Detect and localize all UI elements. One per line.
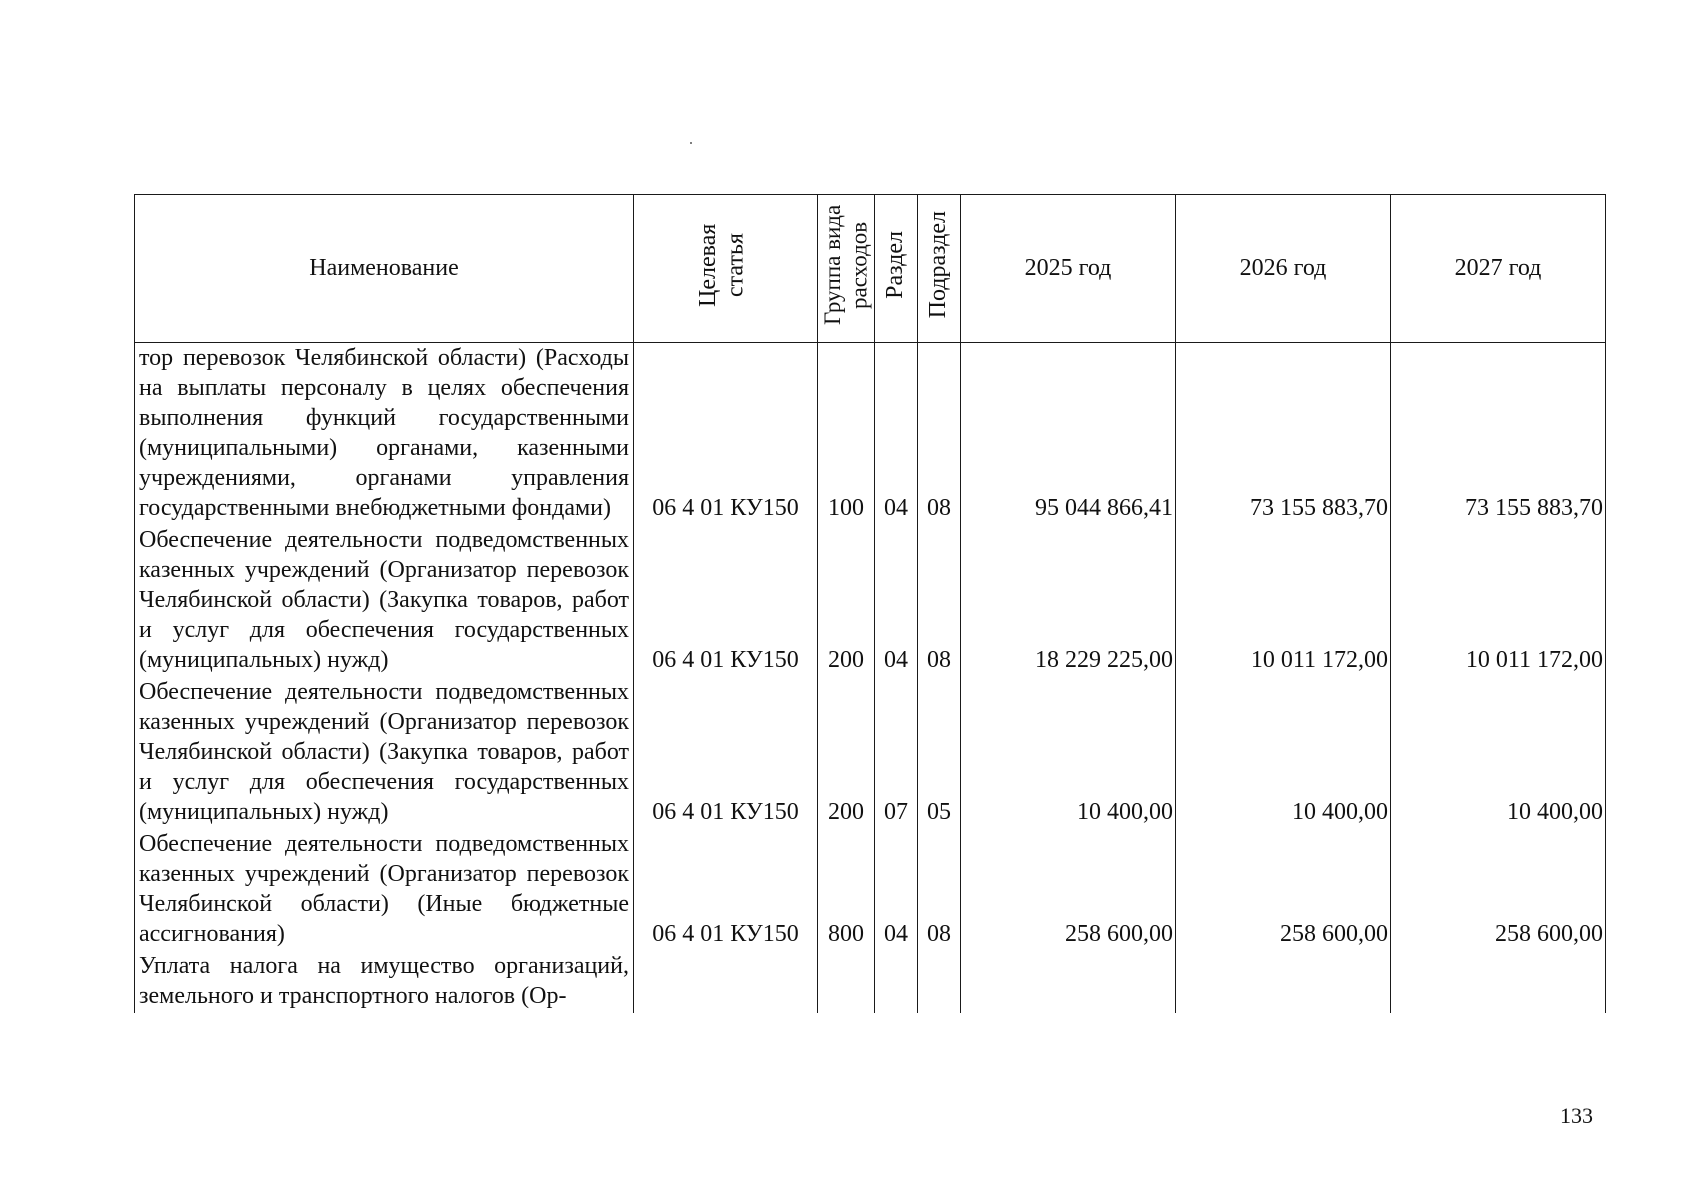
row-target xyxy=(634,951,818,1013)
header-section-text: Раздел xyxy=(882,231,909,299)
row-group: 200 xyxy=(818,525,875,677)
scan-speck xyxy=(690,142,692,144)
row-2027: 73 155 883,70 xyxy=(1391,343,1606,526)
header-2025-text: 2025 год xyxy=(1024,255,1112,281)
header-2025 xyxy=(961,195,1176,343)
row-2026: 10 011 172,00 xyxy=(1176,525,1391,677)
row-subsection: 08 xyxy=(918,343,961,526)
row-subsection: 05 xyxy=(918,677,961,829)
table-row xyxy=(135,951,1606,1013)
header-name xyxy=(135,195,634,343)
row-section: 04 xyxy=(875,829,918,951)
table-row xyxy=(135,343,1606,526)
header-section xyxy=(875,195,918,343)
row-group xyxy=(818,951,875,1013)
row-2026 xyxy=(1176,951,1391,1013)
header-subsection xyxy=(918,195,961,343)
row-target: 06 4 01 КУ150 xyxy=(634,829,818,951)
row-group: 100 xyxy=(818,343,875,526)
row-target: 06 4 01 КУ150 xyxy=(634,525,818,677)
row-2025: 95 044 866,41 xyxy=(961,343,1176,526)
table-row xyxy=(135,829,1606,951)
row-2026: 10 400,00 xyxy=(1176,677,1391,829)
header-name-text: Наименование xyxy=(309,255,459,281)
row-2027: 10 011 172,00 xyxy=(1391,525,1606,677)
header-2026-text: 2026 год xyxy=(1239,255,1327,281)
row-section: 07 xyxy=(875,677,918,829)
header-target-text: Целевая статья xyxy=(694,223,749,307)
row-name: Обеспечение деятельности подведомственных казенных учреждений (Организатор перевозок Челябинской области) (Иные бюджетные ассигнования) xyxy=(135,829,634,951)
row-2025: 258 600,00 xyxy=(961,829,1176,951)
row-2025 xyxy=(961,951,1176,1013)
row-group: 800 xyxy=(818,829,875,951)
header-subsection-text: Подраздел xyxy=(925,211,952,319)
row-subsection xyxy=(918,951,961,1013)
row-target: 06 4 01 КУ150 xyxy=(634,343,818,526)
row-section: 04 xyxy=(875,525,918,677)
row-name: Уплата налога на имущество организаций, земельного и транспортного налогов (Ор- xyxy=(135,951,634,1013)
page-number: 133 xyxy=(1560,1103,1593,1128)
row-2026: 258 600,00 xyxy=(1176,829,1391,951)
header-2027 xyxy=(1391,195,1606,343)
row-2027 xyxy=(1391,951,1606,1013)
row-2026: 73 155 883,70 xyxy=(1176,343,1391,526)
row-name: Обеспечение деятельности подведомственных казенных учреждений (Организатор перевозок Челябинской области) (Закупка товаров, работ и услуг для обеспечения государственных (муниципальных) нужд) xyxy=(135,525,634,677)
row-2025: 10 400,00 xyxy=(961,677,1176,829)
row-section xyxy=(875,951,918,1013)
row-2025: 18 229 225,00 xyxy=(961,525,1176,677)
row-2027: 10 400,00 xyxy=(1391,677,1606,829)
row-group: 200 xyxy=(818,677,875,829)
header-target xyxy=(634,195,818,343)
header-row xyxy=(135,195,1606,343)
row-name: Обеспечение деятельности подведомственных казенных учреждений (Организатор перевозок Челябинской области) (Закупка товаров, работ и услуг для обеспечения государственных (муниципальных) нужд) xyxy=(135,677,634,829)
header-2027-text: 2027 год xyxy=(1454,255,1542,281)
header-2026 xyxy=(1176,195,1391,343)
header-group-text: Группа вида расходов xyxy=(820,204,872,326)
row-target: 06 4 01 КУ150 xyxy=(634,677,818,829)
header-group xyxy=(818,195,875,343)
table-row xyxy=(135,525,1606,677)
row-name: тор перевозок Челябинской области) (Расходы на выплаты персоналу в целях обеспечения выполнения функций государственными (муниципальными) органами, казенными учреждениями, органами управления государственными внебюджетными фондами) xyxy=(135,343,634,526)
row-section: 04 xyxy=(875,343,918,526)
row-subsection: 08 xyxy=(918,525,961,677)
row-2027: 258 600,00 xyxy=(1391,829,1606,951)
row-subsection: 08 xyxy=(918,829,961,951)
table-row xyxy=(135,677,1606,829)
budget-table xyxy=(134,194,1606,1013)
